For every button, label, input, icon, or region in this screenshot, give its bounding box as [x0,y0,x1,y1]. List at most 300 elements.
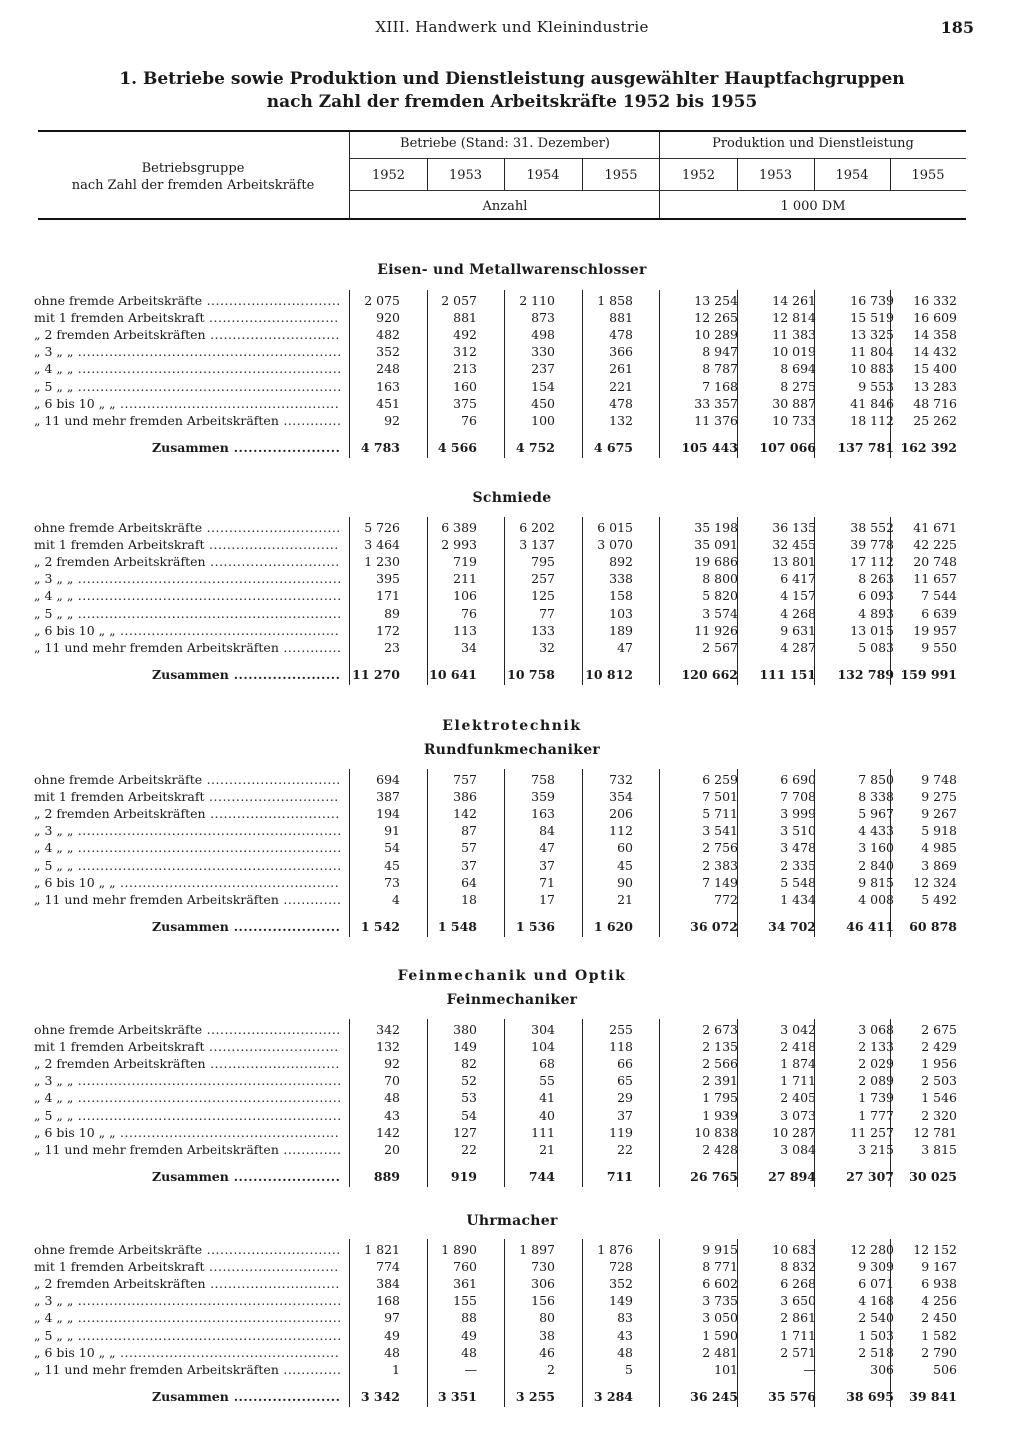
year-header: 1955 [604,168,638,183]
row-label: „ 3 „ „ ..... [34,1292,340,1309]
row-label: „ 4 „ „ ..... [34,1309,340,1326]
table-cell: 7 501 [702,789,738,805]
table-cell: 1 956 [921,1056,957,1072]
table-cell: 744 [528,1168,555,1184]
group-title-produktion: Produktion und Dienstleistung [712,136,914,151]
table-row [0,1038,1024,1055]
table-cell: 52 [461,1073,477,1089]
table-cell: 12 781 [913,1124,957,1140]
stub-header [38,160,348,194]
table-row [0,1089,1024,1106]
row-label: „ 6 bis 10 „ „ ..... [34,622,340,639]
table-cell: 154 [531,378,555,394]
table-cell: 13 325 [850,327,894,343]
table-cell: 255 [609,1022,633,1037]
row-label: „ 5 „ „ ..... [34,1107,340,1124]
table-cell: 21 [539,1141,555,1157]
stub-header-line-1: Betriebsgruppe [141,161,245,176]
row-label: mit 1 fremden Arbeitskraft ..... [34,1258,340,1275]
row-label: „ 6 bis 10 „ „ ..... [34,1344,340,1361]
table-cell: 87 [461,823,477,839]
year-rule-left [350,190,660,191]
table-cell: 919 [450,1168,477,1184]
table-cell: 1 876 [597,1242,633,1257]
table-cell: 2 756 [702,840,738,856]
table-cell: 20 748 [913,554,957,570]
table-cell: 132 789 [837,666,894,682]
table-cell: 3 342 [360,1388,400,1404]
table-cell: 105 443 [681,439,738,455]
table-row [0,639,1024,656]
table-cell: 3 541 [702,823,738,839]
table-cell: 57 [461,840,477,856]
table-cell: 158 [609,588,633,604]
table-cell: 1 821 [364,1242,400,1257]
table-cell: 6 202 [519,520,555,535]
table-cell: 48 716 [913,395,957,411]
table-title [0,68,1024,114]
table-cell: 8 263 [858,571,894,587]
table-cell: 120 662 [681,666,738,682]
table-cell: 261 [609,361,633,377]
table-cell: 3 999 [780,806,816,822]
section-title: Schmiede [472,490,552,506]
table-cell: 172 [376,622,400,638]
table-cell: 48 [384,1344,400,1360]
table-cell: 137 781 [837,439,894,455]
table-cell: 49 [384,1327,400,1343]
table-row [0,378,1024,395]
table-cell: 76 [461,605,477,621]
table-cell: 5 083 [858,639,894,655]
table-cell: 795 [531,554,555,570]
table-cell: 27 307 [846,1168,894,1184]
table-cell: 2 133 [858,1039,894,1055]
table-cell: 881 [609,310,633,326]
table-cell: 3 869 [921,857,957,873]
table-cell: 1 546 [921,1090,957,1106]
table-row [0,822,1024,839]
table-cell: 6 938 [921,1276,957,1292]
table-cell: 77 [539,605,555,621]
row-label: „ 3 „ „ ..... [34,343,340,360]
table-cell: 221 [609,378,633,394]
table-cell: 111 151 [759,666,816,682]
row-label: ohne fremde Arbeitskräfte ..... [34,1021,340,1038]
table-cell: 2 075 [364,293,400,308]
table-cell: 10 287 [772,1124,816,1140]
column-divider [659,1239,660,1407]
table-cell: 6 259 [702,772,738,787]
table-cell: 2 993 [441,537,477,553]
header-divider [890,158,891,190]
header-divider [814,158,815,190]
table-row [0,1241,1024,1258]
table-cell: 4 752 [515,439,555,455]
table-cell: 163 [376,378,400,394]
column-divider [890,517,891,685]
table-row [0,1072,1024,1089]
table-cell: 3 070 [597,537,633,553]
table-cell: 16 739 [850,293,894,308]
table-cell: 39 778 [850,537,894,553]
table-total-row [0,918,1024,935]
row-label: „ 11 und mehr fremden Arbeitskräften ..... [34,412,340,429]
table-cell: 361 [453,1276,477,1292]
section-title: Feinmechanik und Optik [397,968,627,984]
row-label: mit 1 fremden Arbeitskraft ..... [34,1038,340,1055]
table-cell: 237 [531,361,555,377]
table-cell: 160 [453,378,477,394]
table-row [0,874,1024,891]
table-cell: 10 838 [694,1124,738,1140]
table-cell: 380 [453,1022,477,1037]
table-cell: 1 542 [360,918,400,934]
table-cell: 84 [539,823,555,839]
table-cell: 37 [461,857,477,873]
table-cell: 9 748 [921,772,957,787]
table-cell: 2 428 [702,1141,738,1157]
table-cell: 36 135 [772,520,816,535]
table-cell: 189 [609,622,633,638]
table-cell: 42 225 [913,537,957,553]
table-row [0,519,1024,536]
table-cell: 13 283 [913,378,957,394]
table-cell: 1 620 [593,918,633,934]
table-cell: 12 814 [772,310,816,326]
column-divider [427,290,428,458]
table-cell: 26 765 [690,1168,738,1184]
table-cell: 48 [461,1344,477,1360]
table-row [0,360,1024,377]
column-divider [737,1019,738,1187]
table-cell: — [803,1361,816,1377]
table-cell: 920 [376,310,400,326]
table-row [0,553,1024,570]
table-cell: 719 [453,554,477,570]
table-cell: 8 275 [780,378,816,394]
year-header: 1952 [371,168,406,183]
table-cell: 29 [617,1090,633,1106]
table-row [0,1107,1024,1124]
title-line-1: 1. Betriebe sowie Produktion und Dienstleistung ausgewählter Hauptfachgruppen [119,69,905,89]
column-divider [737,290,738,458]
table-cell: 889 [373,1168,400,1184]
table-cell: 6 093 [858,588,894,604]
table-cell: 3 084 [780,1141,816,1157]
table-cell: 127 [453,1124,477,1140]
table-row [0,605,1024,622]
table-cell: 60 [617,840,633,856]
row-label: „ 5 „ „ ..... [34,1327,340,1344]
table-cell: 7 850 [858,772,894,787]
table-cell: 25 262 [913,412,957,428]
table-cell: 9 550 [921,639,957,655]
table-row [0,1292,1024,1309]
table-cell: 386 [453,789,477,805]
table-cell: 2 335 [780,857,816,873]
table-cell: 11 383 [772,327,816,343]
table-cell: 11 376 [694,412,738,428]
table-row [0,857,1024,874]
table-cell: 43 [617,1327,633,1343]
table-cell: 2 089 [858,1073,894,1089]
table-cell: 3 574 [702,605,738,621]
table-cell: 41 846 [850,395,894,411]
table-cell: 1 711 [780,1327,816,1343]
table-cell: 8 771 [702,1259,738,1275]
year-header: 1954 [835,168,869,183]
group-rule-left [350,158,660,159]
table-row [0,1258,1024,1275]
column-divider [659,769,660,937]
table-cell: 2 405 [780,1090,816,1106]
header-bottom-rule [38,218,966,220]
table-cell: 38 552 [850,520,894,535]
table-cell: 4 268 [780,605,816,621]
table-cell: 45 [384,857,400,873]
column-divider [890,769,891,937]
table-cell: 711 [606,1168,633,1184]
table-cell: 10 683 [772,1242,816,1257]
table-cell: 66 [617,1056,633,1072]
row-label: ohne fremde Arbeitskräfte ..... [34,1241,340,1258]
section-title: Uhrmacher [466,1213,558,1229]
table-cell: 10 019 [772,344,816,360]
table-cell: 39 841 [909,1388,957,1404]
table-cell: 3 351 [437,1388,477,1404]
column-divider [427,1239,428,1407]
table-cell: 34 702 [768,918,816,934]
table-cell: 46 [539,1344,555,1360]
table-cell: 6 690 [780,772,816,787]
column-divider [737,517,738,685]
table-row [0,343,1024,360]
table-cell: 3 510 [780,823,816,839]
table-row [0,1021,1024,1038]
table-cell: 111 [531,1124,555,1140]
column-divider [737,1239,738,1407]
table-row [0,1141,1024,1158]
row-label: „ 5 „ „ ..... [34,605,340,622]
table-cell: 65 [617,1073,633,1089]
table-cell: 3 073 [780,1107,816,1123]
table-cell: 4 256 [921,1293,957,1309]
table-row [0,1055,1024,1072]
table-cell: 19 686 [694,554,738,570]
row-label: „ 5 „ „ ..... [34,378,340,395]
table-cell: 34 [461,639,477,655]
table-cell: 35 198 [694,520,738,535]
year-header: 1953 [448,168,483,183]
table-cell: 8 832 [780,1259,816,1275]
table-cell: 1 711 [780,1073,816,1089]
column-divider [349,290,350,458]
table-cell: 9 275 [921,789,957,805]
table-cell: 35 091 [694,537,738,553]
table-cell: 6 602 [702,1276,738,1292]
column-divider [504,769,505,937]
table-row [0,395,1024,412]
table-cell: 37 [617,1107,633,1123]
row-label: Zusammen ..... [34,1388,340,1405]
table-cell: 5 820 [702,588,738,604]
table-cell: 142 [376,1124,400,1140]
row-label: „ 2 fremden Arbeitskräften ..... [34,326,340,343]
header-divider [582,158,583,190]
table-row [0,587,1024,604]
table-cell: 118 [609,1039,633,1055]
table-row [0,570,1024,587]
table-cell: 4 566 [437,439,477,455]
table-cell: 6 389 [441,520,477,535]
table-cell: 91 [384,823,400,839]
column-divider [814,517,815,685]
table-cell: 23 [384,639,400,655]
table-row [0,1344,1024,1361]
group-rule-right [660,158,966,159]
table-cell: 5 711 [702,806,738,822]
table-cell: 112 [609,823,633,839]
table-cell: 3 464 [364,537,400,553]
table-cell: 4 893 [858,605,894,621]
table-cell: 1 [392,1361,400,1377]
table-cell: 450 [531,395,555,411]
table-cell: 1 536 [515,918,555,934]
table-cell: 772 [714,891,738,907]
table-cell: 3 215 [858,1141,894,1157]
table-cell: 482 [376,327,400,343]
table-cell: 352 [376,344,400,360]
table-cell: 732 [609,772,633,787]
row-label: ohne fremde Arbeitskräfte ..... [34,771,340,788]
row-label: „ 5 „ „ ..... [34,857,340,874]
table-cell: 7 168 [702,378,738,394]
year-header: 1955 [911,168,945,183]
table-cell: 132 [609,412,633,428]
table-cell: 10 641 [429,666,477,682]
table-cell: 1 434 [780,891,816,907]
column-divider [659,1019,660,1187]
column-divider [349,517,350,685]
table-cell: 1 503 [858,1327,894,1343]
table-cell: 1 230 [364,554,400,570]
table-cell: 5 967 [858,806,894,822]
table-row [0,326,1024,343]
column-divider [427,517,428,685]
table-row [0,536,1024,553]
table-row [0,309,1024,326]
table-cell: 478 [609,395,633,411]
table-cell: 2 503 [921,1073,957,1089]
table-cell: 106 [453,588,477,604]
table-cell: 92 [384,1056,400,1072]
table-cell: 149 [453,1039,477,1055]
table-cell: 11 657 [913,571,957,587]
row-label: „ 2 fremden Arbeitskräften ..... [34,805,340,822]
column-divider [582,1019,583,1187]
row-label: „ 6 bis 10 „ „ ..... [34,395,340,412]
table-cell: 38 695 [846,1388,894,1404]
row-label: ohne fremde Arbeitskräfte ..... [34,519,340,536]
table-cell: 168 [376,1293,400,1309]
table-cell: 2 418 [780,1039,816,1055]
table-cell: 15 400 [913,361,957,377]
table-cell: 4 985 [921,840,957,856]
table-cell: 30 887 [772,395,816,411]
row-label: „ 6 bis 10 „ „ ..... [34,874,340,891]
table-cell: 8 947 [702,344,738,360]
header-divider [737,158,738,190]
table-cell: 2 057 [441,293,477,308]
table-cell: 375 [453,395,477,411]
table-row [0,1124,1024,1141]
table-cell: 41 671 [913,520,957,535]
table-cell: 82 [461,1056,477,1072]
table-row [0,1275,1024,1292]
table-total-row [0,1168,1024,1185]
table-cell: 9 915 [702,1242,738,1257]
table-cell: 4 783 [360,439,400,455]
table-cell: 7 708 [780,789,816,805]
table-cell: 53 [461,1090,477,1106]
table-cell: 5 492 [921,891,957,907]
table-cell: 9 267 [921,806,957,822]
table-cell: 774 [376,1259,400,1275]
column-divider [349,769,350,937]
table-cell: — [464,1361,477,1377]
table-cell: 3 160 [858,840,894,856]
table-cell: 88 [461,1310,477,1326]
row-label: „ 11 und mehr fremden Arbeitskräften ..... [34,639,340,656]
table-cell: 15 519 [850,310,894,326]
table-cell: 16 332 [913,293,957,308]
table-cell: 2 790 [921,1344,957,1360]
group-title-betriebe: Betriebe (Stand: 31. Dezember) [400,136,610,151]
table-cell: 1 874 [780,1056,816,1072]
column-divider [659,517,660,685]
table-row [0,788,1024,805]
table-cell: 757 [453,772,477,787]
column-divider [890,1019,891,1187]
table-cell: 306 [870,1361,894,1377]
table-cell: 32 455 [772,537,816,553]
table-cell: 11 804 [850,344,894,360]
table-cell: 506 [933,1361,957,1377]
table-cell: 35 576 [768,1388,816,1404]
table-cell: 11 270 [352,666,400,682]
table-cell: 8 694 [780,361,816,377]
table-cell: 14 358 [913,327,957,343]
row-label: „ 11 und mehr fremden Arbeitskräften ..... [34,1361,340,1378]
table-row [0,622,1024,639]
table-cell: 2 540 [858,1310,894,1326]
column-divider [890,1239,891,1407]
table-cell: 6 071 [858,1276,894,1292]
header-divider [427,158,428,190]
running-head: XIII. Handwerk und Kleinindustrie [375,18,649,36]
table-cell: 2 320 [921,1107,957,1123]
table-cell: 213 [453,361,477,377]
table-cell: 4 433 [858,823,894,839]
table-cell: 76 [461,412,477,428]
table-cell: 194 [376,806,400,822]
row-label: Zusammen ..... [34,1168,340,1185]
table-cell: 22 [617,1141,633,1157]
table-cell: 8 338 [858,789,894,805]
table-cell: 760 [453,1259,477,1275]
table-cell: 8 787 [702,361,738,377]
